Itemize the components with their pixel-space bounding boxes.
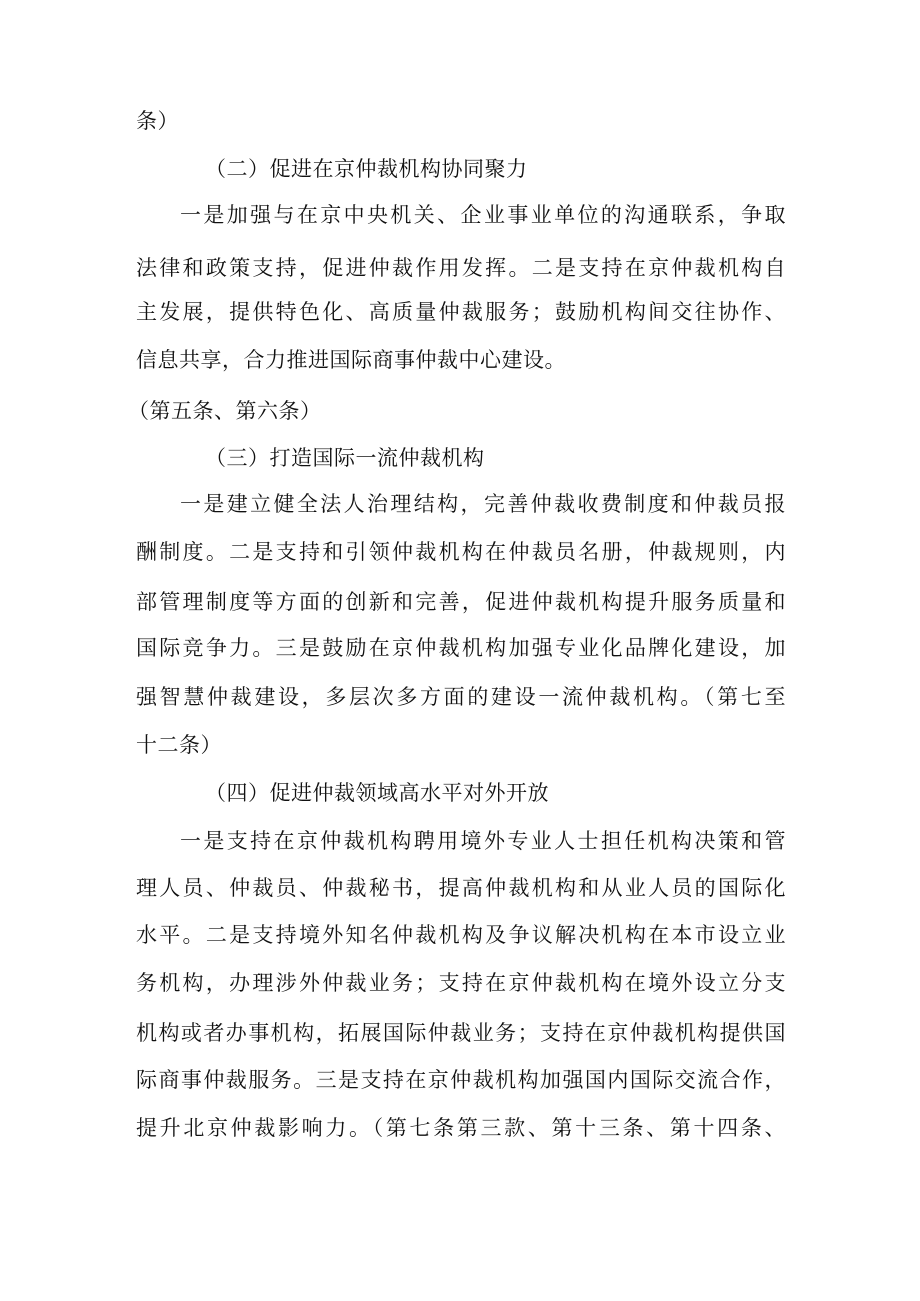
paragraph-line: 机构或者办事机构，拓展国际仲裁业务；支持在京仲裁机构提供国 <box>136 1021 786 1045</box>
paragraph-line: 提升北京仲裁影响力。（第七条第三款、第十三条、第十四条、 <box>136 1116 786 1140</box>
paragraph-line: 强智慧仲裁建设，多层次多方面的建设一流仲裁机构。（第七至 <box>136 685 786 709</box>
paragraph-line: （第五条、第六条） <box>128 399 322 423</box>
paragraph-line: 务机构，办理涉外仲裁业务；支持在京仲裁机构在境外设立分支 <box>136 971 786 995</box>
section-heading-3: （三）打造国际一流仲裁机构 <box>205 446 485 470</box>
paragraph-line: 水平。二是支持境外知名仲裁机构及争议解决机构在本市设立业 <box>136 923 786 947</box>
paragraph-line: 主发展，提供特色化、高质量仲裁服务；鼓励机构间交往协作、 <box>136 300 786 324</box>
paragraph-line: 际商事仲裁服务。三是支持在京仲裁机构加强国内国际交流合作， <box>136 1068 786 1092</box>
paragraph-line: 十二条） <box>136 733 222 757</box>
paragraph-line: 法律和政策支持，促进仲裁作用发挥。二是支持在京仲裁机构自 <box>136 256 786 280</box>
paragraph-line: 理人员、仲裁员、仲裁秘书，提高仲裁机构和从业人员的国际化 <box>136 876 786 900</box>
text-line-continuation: 条） <box>136 109 179 133</box>
section-heading-2: （二）促进在京仲裁机构协同聚力 <box>205 157 528 181</box>
section-heading-4: （四）促进仲裁领域高水平对外开放 <box>205 781 549 805</box>
paragraph-line: 部管理制度等方面的创新和完善，促进仲裁机构提升服务质量和 <box>136 590 786 614</box>
paragraph-line: 信息共享，合力推进国际商事仲裁中心建设。 <box>136 348 566 372</box>
paragraph-line: 酬制度。二是支持和引领仲裁机构在仲裁员名册，仲裁规则，内 <box>136 540 786 564</box>
paragraph-line: 国际竞争力。三是鼓励在京仲裁机构加强专业化品牌化建设，加 <box>136 636 786 660</box>
paragraph-line: 一是建立健全法人治理结构，完善仲裁收费制度和仲裁员报 <box>180 492 786 516</box>
paragraph-line: 一是支持在京仲裁机构聘用境外专业人士担任机构决策和管 <box>180 829 786 853</box>
paragraph-line: 一是加强与在京中央机关、企业事业单位的沟通联系，争取 <box>180 203 786 227</box>
